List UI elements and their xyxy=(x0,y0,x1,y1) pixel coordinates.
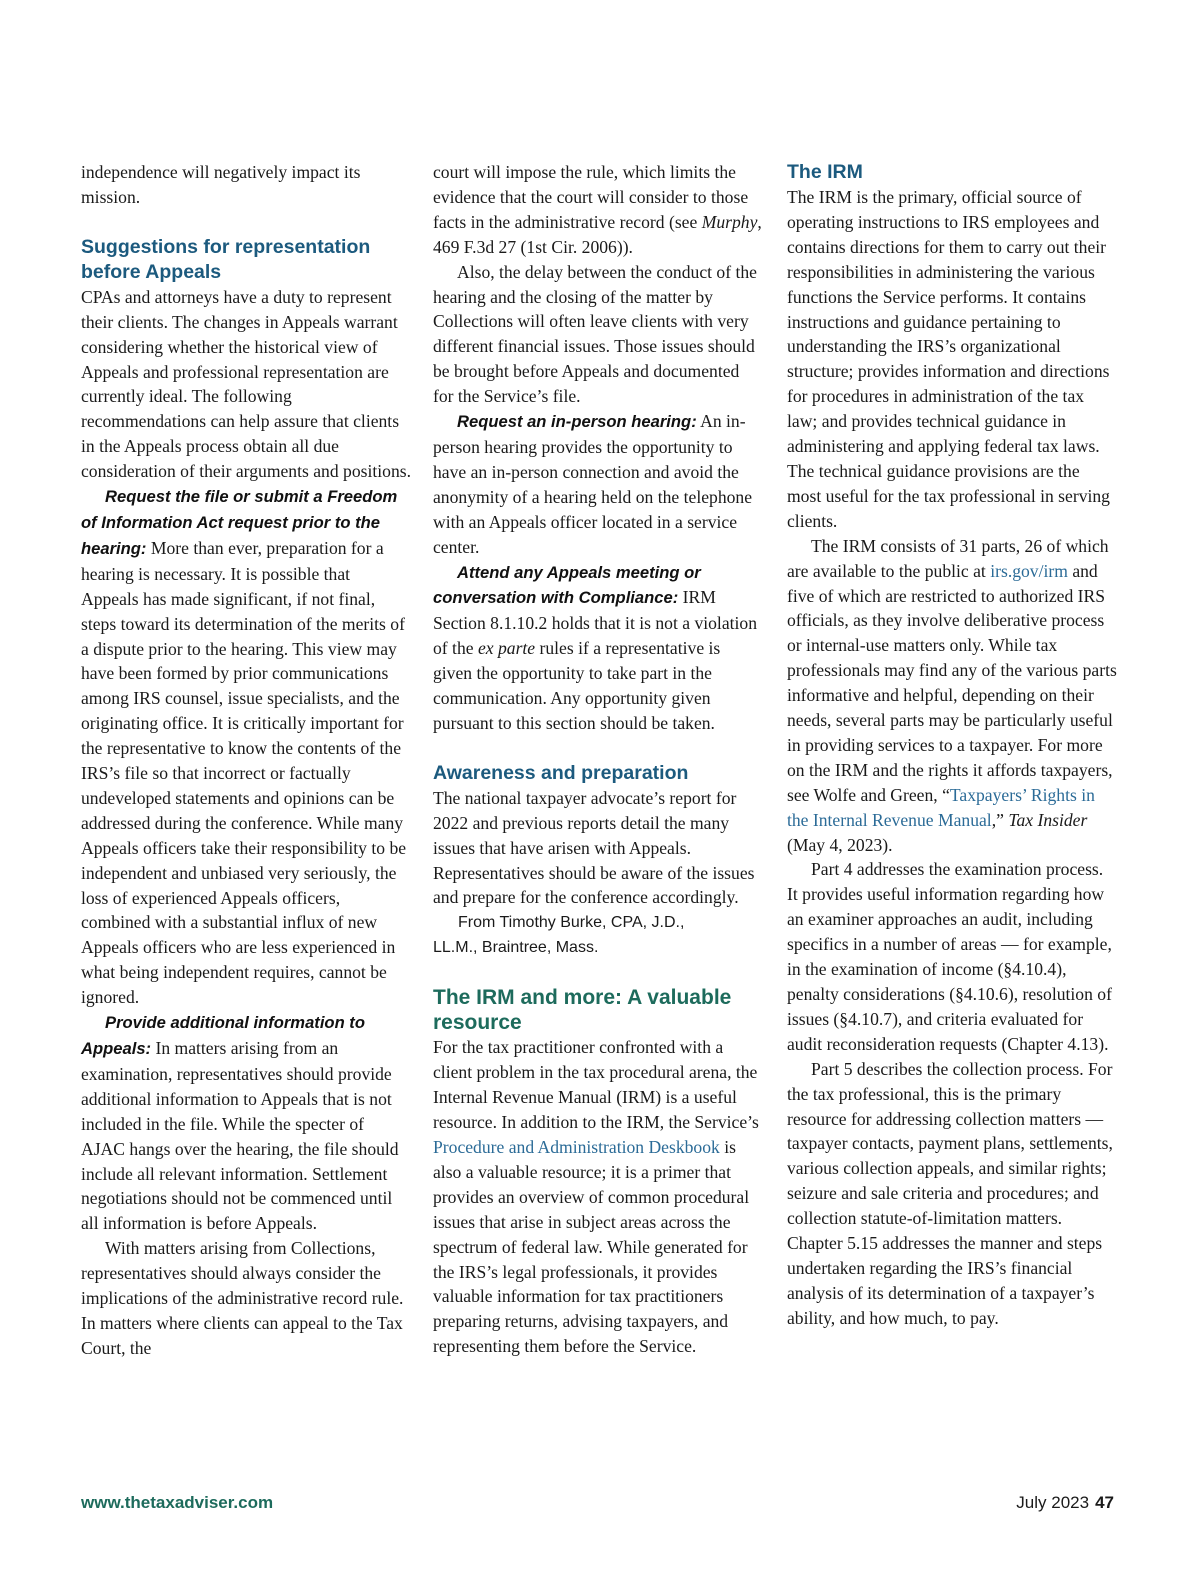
footer-date-page xyxy=(1016,1493,1114,1513)
column-1 xyxy=(81,160,411,1361)
runin-attend: Attend any Appeals meeting or conversation with Compliance: xyxy=(433,562,701,608)
page-number: 47 xyxy=(1095,1493,1114,1512)
term-ex-parte: ex parte xyxy=(477,638,536,659)
text-irm-more-a: For the tax practitioner confronted with a client problem in the tax procedural arena, the Internal Revenue Manual (IRM) is a useful resource. In addition to the IRM, the Service’s xyxy=(433,1037,759,1133)
column-3 xyxy=(787,160,1117,1331)
text-request-file: More than ever, preparation for a hearing is necessary. It is possible that Appeals has made significant, if not final, steps toward its determination of the merits of a dispute prior to the hearing. This view may have been formed by prior communications among IRS counsel, issue specialists, and the originating office. It is critically important for the representative to know the contents of the IRS’s file so that incorrect or factually undeveloped statements and opinions can be addressed during the conference. While many Appeals officers take their responsibility to be independent and unbiased very seriously, the loss of experienced Appeals officers, combined with a substantial influx of new Appeals officers who are less experienced in what being independent requires, cannot be ignored. xyxy=(81,537,407,1008)
publication-name: Tax Insider xyxy=(1008,809,1088,830)
paragraph-provide-info xyxy=(81,1010,411,1236)
text-court-a: court will impose the rule, which limits the evidence that the court will consider to those facts in the administrative record (see xyxy=(433,162,749,232)
paragraph-in-person xyxy=(433,409,763,559)
paragraph-part4: Part 4 addresses the examination process. It provides useful information regarding how an examiner approaches an audit, including specifics in a number of areas — for example, in the examination of income (§4.10.4), penalty considerations (§4.10.6), resolution of issues (§4.10.7), and criteria evaluated for audit reconsideration requests (Chapter 4.13). xyxy=(787,859,1112,1054)
paragraph-request-file xyxy=(81,484,411,1010)
footer-date: July 2023 xyxy=(1016,1493,1090,1512)
paragraph-irm-more xyxy=(433,1035,763,1359)
text-parts-d: (May 4, 2023). xyxy=(787,834,893,855)
text-attend-b: rules if a representative is given the opportunity to take part in the communication. Any opportunity given pursuant to this section should be taken. xyxy=(433,638,721,733)
deskbook-link[interactable]: Procedure and Administration Deskbook xyxy=(433,1137,720,1157)
paragraph-collections: With matters arising from Collections, representatives should always consider the implications of the administrative record rule. In matters where clients can appeal to the Tax Court, the xyxy=(81,1238,404,1358)
paragraph-duty: CPAs and attorneys have a duty to represent their clients. The changes in Appeals warrant considering whether the historical view of Appeals and professional representation are currently ideal. The following recommendations can help assure that clients in the Appeals process obtain all due consideration of their arguments and positions. xyxy=(81,286,411,482)
heading-awareness: Awareness and preparation xyxy=(433,761,689,784)
byline-line-2: LL.M., Braintree, Mass. xyxy=(433,939,599,957)
case-name: Murphy xyxy=(701,211,758,232)
heading-the-irm: The IRM xyxy=(787,161,863,183)
paragraph-parts xyxy=(787,534,1117,858)
text-attend-a: IRM Section 8.1.10.2 holds that it is not a violation of the xyxy=(433,587,757,659)
byline-line-1: From Timothy Burke, CPA, J.D., xyxy=(458,914,685,932)
paragraph-attend xyxy=(433,560,763,736)
text-parts-a: The IRM consists of 31 parts, 26 of which are available to the public at xyxy=(787,535,1109,581)
footer-website-link[interactable]: www.thetaxadviser.com xyxy=(81,1493,274,1512)
runin-in-person: Request an in-person hearing: xyxy=(457,412,697,432)
text-parts-c: ,” xyxy=(991,809,1009,830)
text-court-b: , 469 F.3d 27 (1st Cir. 2006)). xyxy=(433,211,762,257)
paragraph-irm: The IRM is the primary, official source of operating instructions to IRS employees and contains directions for them to carry out their responsibilities in administering the various functions the Service performs. It contains instructions and guidance pertaining to understanding the IRS’s organizational structure; provides information and directions for procedures in administration of the tax law; and provides technical guidance in administering and applying federal tax laws. The technical guidance provisions are the most useful for the tax professional in serving clients. xyxy=(787,187,1110,531)
text-provide-info: In matters arising from an examination, representatives should provide additional information to Appeals that is not included in the file. While the specter of AJAC hangs over the hearing, the file should include all relevant information. Settlement negotiations should not be commenced until all information is before Appeals. xyxy=(81,1038,399,1234)
paragraph-delay: Also, the delay between the conduct of the hearing and the closing of the matter by Collections will often leave clients with very different financial issues. Those issues should be brought before Appeals and documented for the Service’s file. xyxy=(433,261,757,407)
paragraph-part5: Part 5 describes the collection process. For the tax professional, this is the primary resource for addressing collection matters — taxpayer contacts, payment plans, settlements, various collection appeals, and similar rights; seizure and sale criteria and procedures; and collection statute-of-limitation matters. Chapter 5.15 addresses the manner and steps undertaken regarding the IRS’s financial analysis of its determination of a taxpayer’s ability, and how much, to pay. xyxy=(787,1058,1113,1328)
heading-irm-and-more: The IRM and more: A valuable resource xyxy=(433,986,732,1035)
paragraph-awareness: The national taxpayer advocate’s report for 2022 and previous reports detail the many issues that have arisen with Appeals. Representatives should be aware of the issues and prepare for the conference accordingly. xyxy=(433,787,755,908)
taxpayers-rights-link[interactable]: Taxpayers’ Rights in the Internal Revenue Manual xyxy=(787,784,1095,830)
text-in-person: An in-person hearing provides the opportunity to have an in-person connection and avoid the anonymity of a hearing held on the telephone with an Appeals officer located in a service center. xyxy=(433,411,753,557)
paragraph-continued: independence will negatively impact its mission. xyxy=(81,162,361,207)
paragraph-court xyxy=(433,160,763,260)
irs-irm-link[interactable]: irs.gov/irm xyxy=(990,560,1068,581)
runin-request-file: Request the file or submit a Freedom of Information Act request prior to the hearing: xyxy=(81,487,398,558)
heading-suggestions: Suggestions for representation before Appeals xyxy=(81,235,371,283)
author-byline xyxy=(433,910,763,960)
runin-provide-info: Provide additional information to Appeals: xyxy=(81,1013,365,1058)
column-2 xyxy=(433,160,763,1359)
text-parts-b: and five of which are restricted to authorized IRS officials, as they involve deliberative process or internal-use matters only. While tax professionals may find any of the various parts informative and helpful, depending on their needs, several parts may be particularly useful in providing services to a taxpayer. For more on the IRM and the rights it affords taxpayers, see Wolfe and Green, “ xyxy=(787,560,1117,805)
text-irm-more-b: is also a valuable resource; it is a primer that provides an overview of common procedural issues that arise in subject areas across the spectrum of federal law. While generated for the IRS’s legal professionals, it provides valuable information for tax practitioners preparing returns, advising taxpayers, and representing them before the Service. xyxy=(433,1137,750,1357)
